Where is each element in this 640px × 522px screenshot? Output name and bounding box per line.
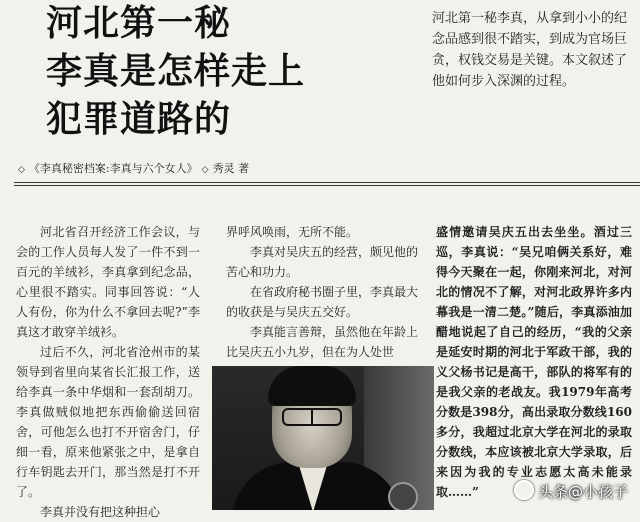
headline-line-3: 犯罪道路的 — [46, 99, 232, 140]
paragraph: 李真并没有把这种担心 — [40, 505, 161, 519]
diamond-icon: ◇ — [201, 165, 209, 175]
watermark-text: 头条@小孩子 — [537, 483, 628, 501]
paragraph: 李真对吴庆五的经营，颇见他的苦心和功力。 — [226, 245, 419, 279]
article-summary: 河北第一秘李真，从拿到小小的纪念品感到很不踏实，到成为官场巨贪，权钱交易是关键。本文叙述了他如何步入深渊的过程。 — [432, 11, 628, 89]
headline — [46, 0, 396, 144]
author: 秀灵 著 — [212, 162, 250, 175]
hair — [268, 366, 356, 406]
paragraph: 过后不久，河北省沧州市的某领导到省里向某省长汇报工作，送给李真一条中华烟和一套刮胡刀。李真做贼似地把东西偷偷送回宿舍，可他怎么也打不开宿舍门，仔细一看，原来他紧张之中，是拿自行车钥匙去开门，那当然是打不开了。 — [16, 345, 200, 499]
paragraph: 李真能言善辩，虽然他在年龄上比吴庆五小九岁，但在为人处世 — [226, 325, 419, 359]
paragraph: 河北省召开经济工作会议，与会的工作人员每人发了一件不到一百元的羊绒衫，李真拿到纪念品，心里很不踏实。同事回答说：“人人有份，你为什么不拿回去呢?”李真这才敢穿羊绒衫。 — [16, 225, 200, 339]
divider-line — [14, 182, 640, 183]
glasses-icon — [282, 408, 342, 426]
headline-line-2: 李真是怎样走上 — [46, 51, 306, 92]
toutiao-logo-icon — [514, 480, 534, 500]
diamond-icon: ◇ — [18, 165, 25, 175]
text-column-3 — [436, 222, 632, 502]
text-column-1 — [16, 222, 200, 522]
divider-line — [14, 185, 640, 186]
watermark — [514, 480, 628, 502]
book-title: 《李真秘密档案:李真与六个女人》 — [28, 162, 198, 175]
headline-line-1: 河北第一秘 — [46, 3, 232, 44]
portrait-photo — [212, 366, 434, 510]
paragraph: 界呼风唤雨，无所不能。 — [226, 225, 359, 239]
paragraph: 在省政府秘书圈子里，李真最大的收获是与吴庆五交好。 — [226, 285, 419, 319]
byline — [14, 160, 249, 176]
microphone-icon — [388, 482, 418, 510]
text-column-2 — [226, 222, 418, 362]
paragraph: 盛情邀请吴庆五出去坐坐。酒过三巡，李真说：“吴兄咱俩关系好，难得今天聚在一起，你刚来河北，对河北的情况不了解，对河北政界许多内幕我是一清二楚。”随后，李真添油加醋地说起了自己的经历，“我的父亲是延安时期的河北于军政干部，我的义父杨书记是高干，部队的将军有的是我父亲的老战友。我1979年高考分数是398分，高出录取分数线160多分，我超过北京大学在河北的录取分数线，本应该被北京大学录取，后来因为我的专业志愿太高未能录取……” — [436, 225, 632, 499]
